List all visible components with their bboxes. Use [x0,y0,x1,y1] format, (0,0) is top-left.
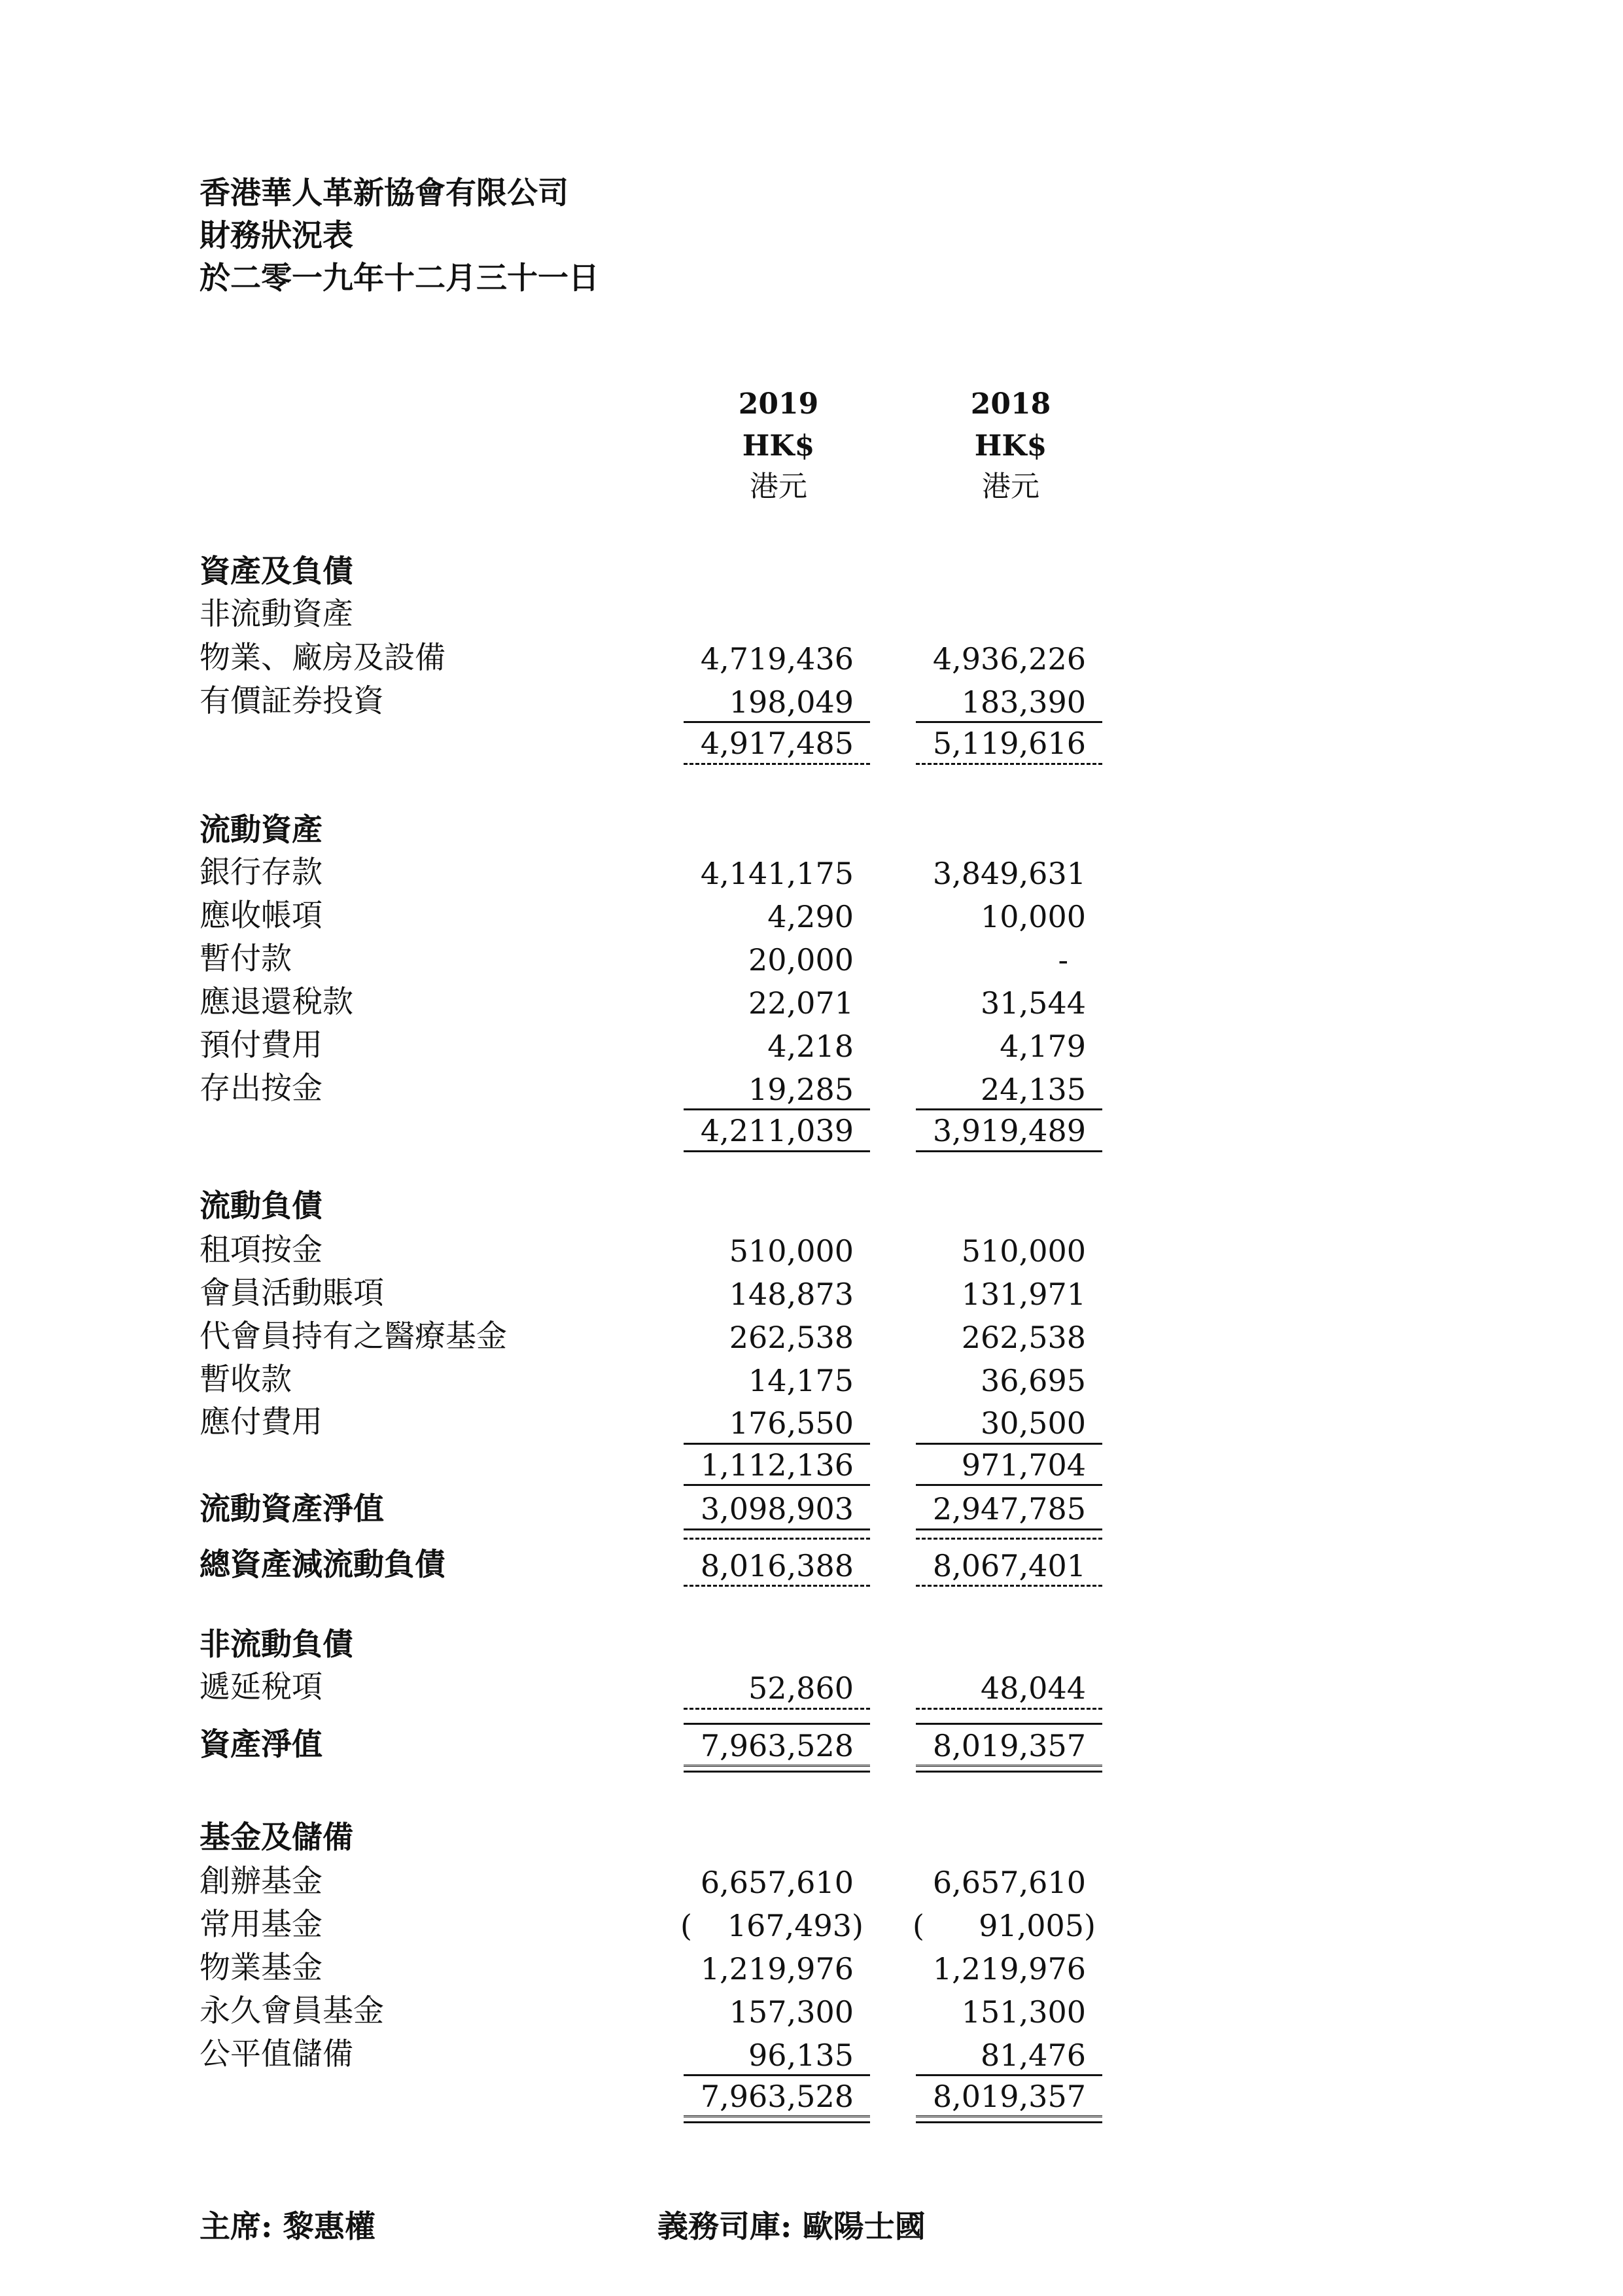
row-label-net-assets: 資產淨值 [200,1727,323,1763]
subtotal-rule [916,1443,1102,1445]
row-label-receipts: 暫收款 [200,1362,292,1398]
value-2018: 971,704 [961,1447,1086,1483]
paren-open-2019: ( [680,1908,692,1943]
row-label-receivables: 應收帳項 [200,898,323,934]
value-2018: 4,179 [1000,1029,1086,1064]
dashed-rule [916,1708,1102,1710]
subtotal-rule [684,1443,870,1445]
total-rule [684,1150,870,1152]
row-label-property-fund: 物業基金 [200,1950,323,1986]
row-label-fair-value-reserve: 公平值儲備 [200,2036,353,2072]
col-2018-currency-zh: 港元 [982,470,1039,503]
value-2019: 176,550 [729,1405,854,1441]
value-2018: 183,390 [961,684,1086,720]
subtotal-rule [916,2074,1102,2076]
double-rule [684,1765,870,1773]
total-rule [684,1484,870,1486]
row-label-ppe: 物業、廠房及設備 [200,640,445,676]
company-name: 香港華人革新協會有限公司 [200,175,568,211]
value-2019: 22,071 [748,985,854,1021]
statement-date: 於二零一九年十二月三十一日 [200,260,599,296]
value-2019: 4,917,485 [700,726,854,761]
value-2019: 8,016,388 [700,1548,854,1583]
net-current-rule [916,1528,1102,1530]
col-2018-currency: HK$ [974,429,1047,463]
row-label-founding-fund: 創辦基金 [200,1863,323,1899]
value-2019: 4,141,175 [700,856,854,891]
value-2018: 4,936,226 [932,641,1086,677]
section-non-current-liabilities: 非流動負債 [200,1627,353,1663]
row-label-net-current-assets: 流動資產淨值 [200,1491,384,1527]
double-rule [684,2115,870,2123]
value-2018: 30,500 [981,1405,1086,1441]
value-2018: 6,657,610 [932,1865,1086,1900]
statement-title: 財務狀況表 [200,218,353,254]
value-2018: 1,219,976 [932,1951,1086,1987]
value-2019: 4,719,436 [700,641,854,677]
value-2018: 10,000 [981,899,1086,934]
row-label-total-assets-less: 總資產減流動負債 [200,1547,445,1583]
value-2019: 52,860 [748,1670,854,1706]
value-2019: 1,112,136 [700,1447,854,1483]
value-2018: 510,000 [961,1233,1086,1269]
row-label-investments: 有價証券投資 [200,683,384,719]
dashed-rule [684,1708,870,1710]
value-2018: 131,971 [961,1277,1086,1312]
row-label-accruals: 應付費用 [200,1404,323,1440]
row-label-member-activities: 會員活動賬項 [200,1275,384,1311]
section-current-assets: 流動資產 [200,812,323,848]
col-2019-currency: HK$ [742,429,815,463]
dashed-rule [916,1538,1102,1540]
paren-open-2018: ( [913,1908,924,1943]
subtotal-rule [916,1108,1102,1110]
value-2018: 5,119,616 [932,726,1086,761]
value-2019: 198,049 [729,684,854,720]
value-2019: 20,000 [748,942,854,978]
value-2018: 2,947,785 [932,1491,1086,1527]
value-2018: 8,019,357 [932,1728,1086,1763]
total-rule [916,1150,1102,1152]
dashed-rule [684,1585,870,1587]
section-funds-reserves: 基金及儲備 [200,1820,353,1856]
dashed-rule [916,1585,1102,1587]
value-2019: 7,963,528 [700,1728,854,1763]
row-label-medical-fund: 代會員持有之醫療基金 [200,1318,507,1354]
subtotal-rule [684,2074,870,2076]
value-2018: 3,919,489 [932,1113,1086,1148]
row-label-advance: 暫付款 [200,941,292,977]
value-2019: 7,963,528 [700,2079,854,2114]
col-2018-year: 2018 [970,387,1051,421]
row-label-deposits-paid: 存出按金 [200,1070,323,1106]
row-label-bank: 銀行存款 [200,855,323,891]
value-2018: 262,538 [961,1320,1086,1355]
value-2019: 262,538 [729,1320,854,1355]
col-2019-currency-zh: 港元 [750,470,807,503]
row-label-deferred-tax: 遞延稅項 [200,1669,323,1705]
value-2018: 8,067,401 [932,1548,1086,1583]
value-2019: 1,219,976 [700,1951,854,1987]
subtotal-rule [916,721,1102,723]
value-2019: 167,493) [727,1908,864,1943]
row-label-life-member-fund: 永久會員基金 [200,1993,384,2029]
value-2019: 4,218 [767,1029,854,1064]
double-rule [916,1765,1102,1773]
value-2019: 148,873 [729,1277,854,1312]
value-2018: 48,044 [981,1670,1086,1706]
row-label-prepayments: 預付費用 [200,1027,323,1063]
value-2019: 14,175 [748,1363,854,1398]
value-2019: 4,211,039 [700,1113,854,1148]
value-2019: 4,290 [767,899,854,934]
dashed-rule [684,763,870,765]
value-2018: 36,695 [981,1363,1086,1398]
value-2019: 157,300 [729,1994,854,2030]
dashed-rule [684,1538,870,1540]
subtotal-rule [684,721,870,723]
total-rule [916,1484,1102,1486]
value-2018: 31,544 [981,985,1086,1021]
net-assets-rule [684,1723,870,1725]
value-2018: 91,005) [979,1908,1096,1943]
value-2019: 6,657,610 [700,1865,854,1900]
value-2018: 3,849,631 [932,856,1086,891]
row-label-rental-deposit: 租項按金 [200,1232,323,1268]
value-2018: 24,135 [981,1072,1086,1107]
net-assets-rule [916,1723,1102,1725]
subtotal-rule [684,1108,870,1110]
value-2019: 510,000 [729,1233,854,1269]
value-2019: 3,098,903 [700,1491,854,1527]
col-2019-year: 2019 [738,387,819,421]
value-2019: 96,135 [748,2038,854,2073]
net-current-rule [684,1528,870,1530]
row-label-tax-refund: 應退還稅款 [200,984,353,1020]
value-2018: - [1058,942,1068,978]
dashed-rule [916,763,1102,765]
double-rule [916,2115,1102,2123]
value-2018: 151,300 [961,1994,1086,2030]
value-2018: 8,019,357 [932,2079,1086,2114]
treasurer-signature: 義務司庫: 歐陽士國 [657,2209,926,2245]
section-non-current-assets: 非流動資產 [200,596,353,632]
row-label-general-fund: 常用基金 [200,1907,323,1943]
section-assets-liabilities: 資產及負債 [200,554,353,590]
chairman-signature: 主席: 黎惠權 [200,2209,375,2245]
value-2018: 81,476 [981,2038,1086,2073]
value-2019: 19,285 [748,1072,854,1107]
section-current-liabilities: 流動負債 [200,1188,323,1224]
